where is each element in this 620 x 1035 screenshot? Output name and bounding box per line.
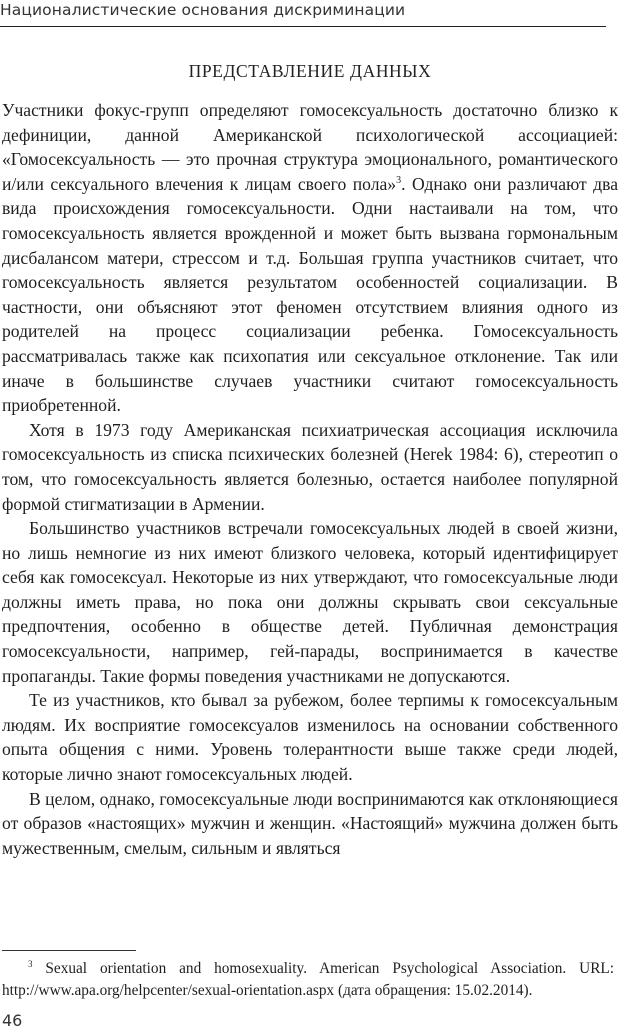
footnote-number: 3 [28,958,33,969]
paragraph: Большинство участников встречали гомосексуальных людей в своей жизни, но лишь немногие из них имеют близкого человека, который идентифицирует себя как гомосексуал. Некоторые из них утверждают, что гомосексуальные люди должны иметь права, но пока они должны скрывать свои сексуальные предпочтения, особенно в обществе детей. Публичная демонстрация гомосексуальности, например, гей-парады, воспринимается в качестве пропаганды. Такие формы поведения участниками не допускаются. [2,518,618,686]
footnote [2,958,614,1001]
section-title: ПРЕДСТАВЛЕНИЕ ДАННЫХ [188,61,432,81]
running-header [0,0,606,27]
paragraph: В целом, однако, гомосексуальные люди воспринимаются как отклоняющиеся от образов «настоящих» мужчин и женщин. «Настоящий» мужчина должен быть мужественным, смелым, сильным и являться [2,788,618,858]
paragraph-text: Участники фокус-групп определяют гомосексуальность достаточно близко к дефиниции, данной Американской психологической ассоциацией: «Гомосексуальность — это прочная структура эмоционального, романтического и/или сексуального влечения к лицам своего пола» [2,100,618,194]
footnote-divider [2,950,136,951]
body-text [2,98,618,860]
running-title: Националистические основания дискриминации [0,1,406,19]
paragraph: Те из участников, кто бывал за рубежом, более терпимы к гомосексуальным людям. Их восприятие гомосексуалов изменилось на основании собственного опыта общения с ними. Уровень толерантности выше также среди людей, которые лично знают гомосексуальных людей. [2,690,618,785]
paragraph-text: . Однако они различают два вида происхождения гомосексуальности. Одни настаивали на том, что гомосексуальность является врожденной и может быть вызвана гормональным дисбалансом матери, стрессом и т.д. Большая группа участников считает, что гомосексуальность является результатом особенностей социализации. В частности, они объясняют этот феномен отсутствием влияния одного из родителей на процесс социализации ребенка. Гомосексуальность рассматривалась также как психопатия или сексуальное отклонение. Так или иначе в большинстве случаев участники считают гомосексуальность приобретенной. [2,173,618,416]
paragraph: Хотя в 1973 году Американская психиатрическая ассоциация исключила гомосексуальность из списка психических болезней (Herek 1984: 6), стереотип о том, что гомосексуальность является болезнью, остается наиболее популярной формой стигматизации в Армении. [2,419,618,514]
paragraph [2,98,618,418]
footnote-text: Sexual orientation and homosexuality. American Psychological Association. URL: http://www.apa.org/helpcenter/sexual-orientation.aspx (дата обращения: 15.02.2014). [2,960,615,999]
footnote-reference: 3 [396,174,402,186]
page-number: 46 [2,1011,23,1030]
